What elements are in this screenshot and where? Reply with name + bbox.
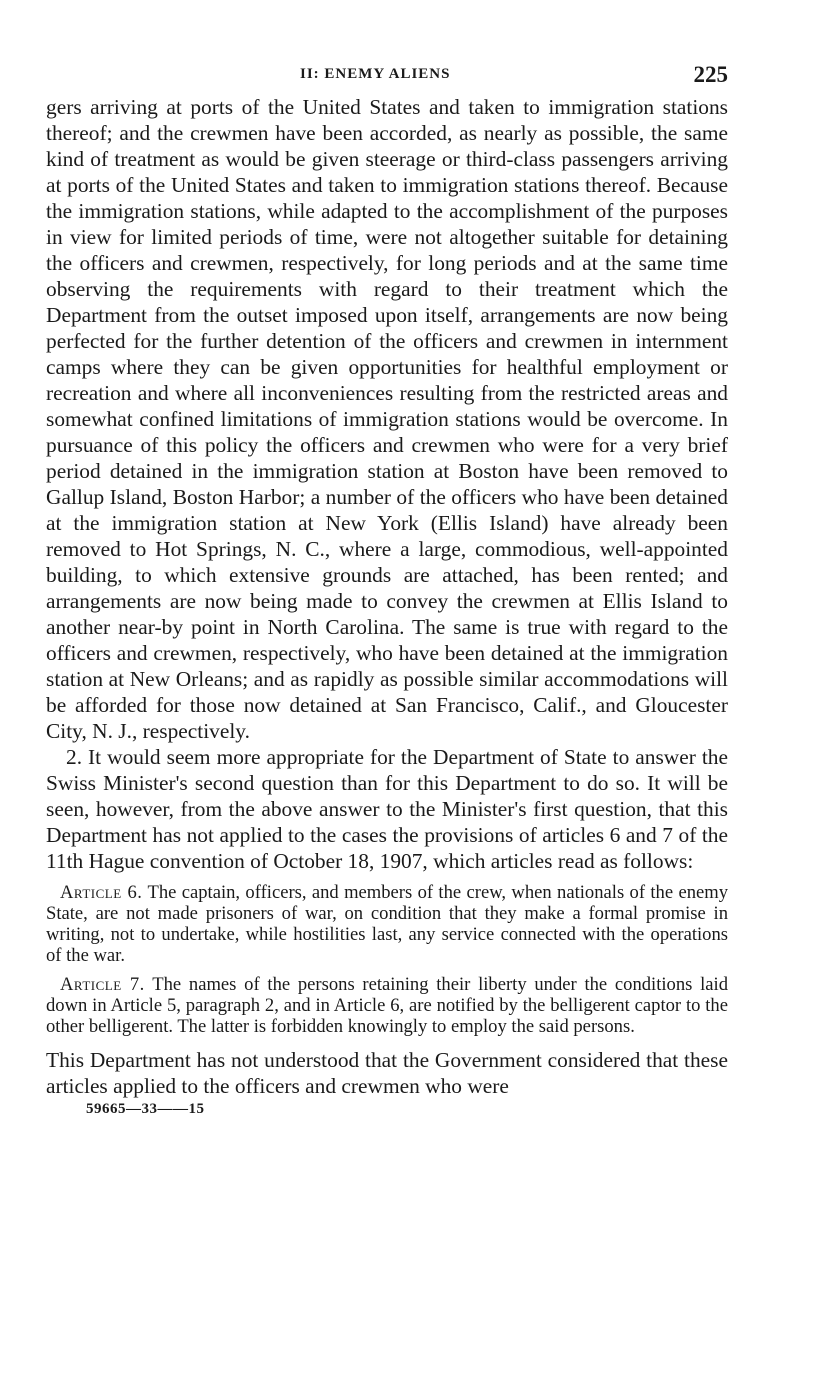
body-paragraph: 2. It would seem more appropriate for the Department of State to answer the Swiss Minister's second question than for this Department to do so. It will be seen, however, from the above answer to the Minister's first question, that this Department has not applied to the cases the provisions of articles 6 and 7 of the 11th Hague convention of October 18, 1907, which articles read as follows: (46, 745, 728, 873)
document-page (46, 60, 728, 1118)
article-6-text: The captain, officers, and members of the crew, when nationals of the enemy State, are not made prisoners of war, on condition that they make a formal promise in writing, not to undertake, while hostilities last, any service connected with the operations of the war. (46, 882, 729, 966)
page-number: 225 (693, 62, 728, 87)
body-paragraph: gers arriving at ports of the United States and taken to immigration stations thereof; and the crewmen have been accorded, as nearly as possible, the same kind of treatment as would be given steerage or third-class passengers arriving at ports of the United States and taken to immigration stations thereof. Because the immigration stations, while adapted to the accomplishment of the purposes in view for limited periods of time, were not altogether suitable for detaining the officers and crewmen, respectively, for long periods and at the same time observing the requirements with regard to their treatment which the Department from the outset imposed upon itself, arrangements are now being perfected for the further detention of the officers and crewmen in internment camps where they can be given opportunities for healthful employment or recreation and where all inconveniences resulting from the restricted areas and somewhat confined limitations of immigration stations would be overcome. In pursuance of this policy the officers and crewmen who were for a very brief period detained in the immigration station at Boston have been removed to Gallup Island, Boston Harbor; a number of the officers who have been detained at the immigration station at New York (Ellis Island) have already been removed to Hot Springs, N. C., where a large, commodious, well-appointed building, to which extensive grounds are attached, has been rented; and arrangements are now being made to convey the crewmen at Ellis Island to another near-by point in North Carolina. The same is true with regard to the officers and crewmen, respectively, who have been detained at the immigration station at New Orleans; and as rapidly as possible similar accommodations will be afforded for those now detained at San Francisco, Calif., and Gloucester City, N. J., respectively. (46, 95, 728, 743)
body-paragraph: This Department has not understood that the Government considered that these articles applied to the officers and crewmen who were (46, 1048, 728, 1098)
running-title: II: ENEMY ALIENS (300, 66, 451, 82)
article-6-quote (46, 882, 728, 966)
article-7-heading: Article 7. (60, 974, 145, 995)
article-7-quote (46, 974, 728, 1037)
printer-signature: 59665—33——15 (86, 1101, 205, 1117)
article-6-heading: Article 6. (60, 882, 143, 903)
article-7-text: The names of the persons retaining their liberty under the conditions laid down in Article 5, paragraph 2, and in Article 6, are notified by the belligerent captor to the other belligerent. The latter is forbidden knowingly to employ the said persons. (46, 974, 729, 1037)
running-head (46, 60, 728, 94)
